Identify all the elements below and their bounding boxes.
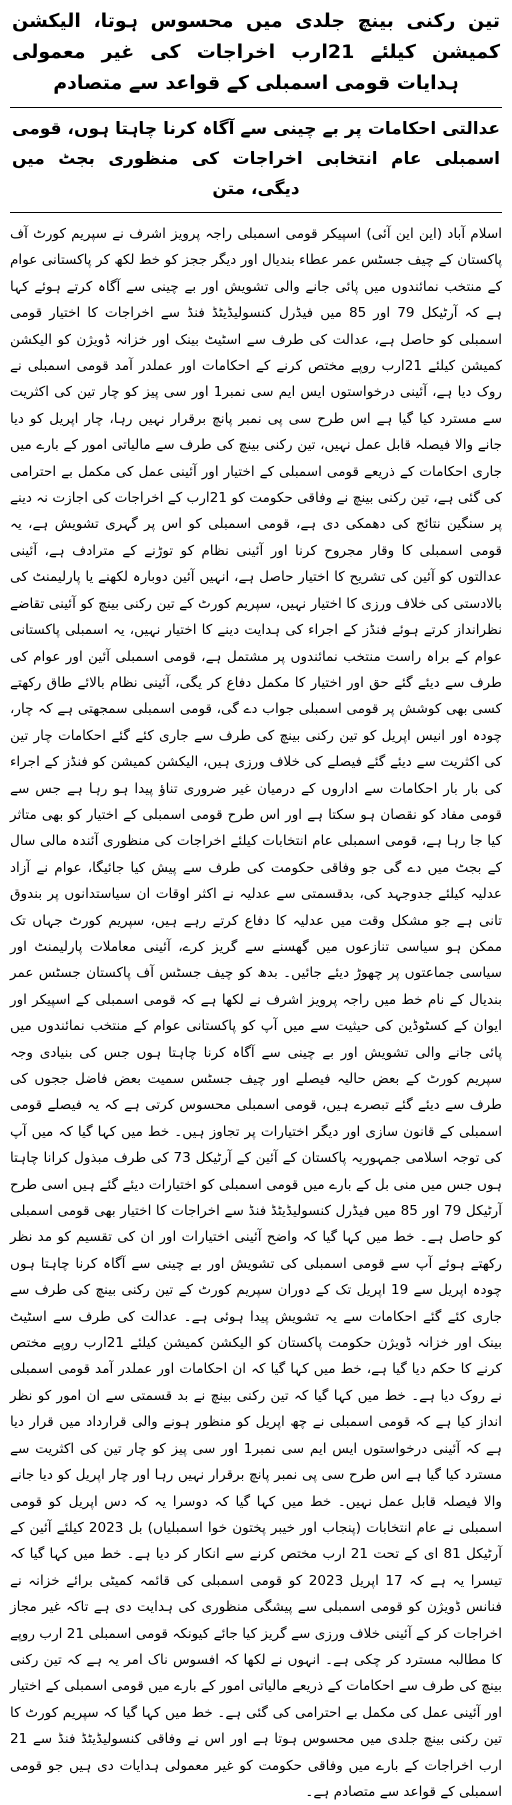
- article-subheadline: عدالتی احکامات پر بے چینی سے آگاہ کرنا چاہتا ہوں، قومی اسمبلی عام انتخابی اخراجات کی منظوری بجٹ میں دیگی، متن: [12, 119, 500, 199]
- subheadline-divider: [10, 212, 502, 213]
- headline-divider: [10, 107, 502, 108]
- article-body: اسلام آباد (این این آئی) اسپیکر قومی اسمبلی راجہ پرویز اشرف نے سپریم کورٹ آف پاکستان کے چیف جسٹس عمر عطاء بندیال اور دیگر ججز کو خط لکھ کر پاکستانی عوام کے منتخب نمائندوں میں پائی جانے والی تشویش اور بے چینی سے آگاہ کرتے ہوئے کہا ہے کہ آرٹیکل 79 اور 85 میں فیڈرل کنسولیڈیٹڈ فنڈ سے اخراجات کا اختیار قومی اسمبلی کو حاصل ہے، عدالت کی طرف سے اسٹیٹ بینک اور خزانہ ڈویژن کو الیکشن کمیشن کیلئے 21ارب روپے مختص کرنے کے احکامات اور عملدر آمد قومی اسمبلی نے روک دیا ہے، آئینی درخواستوں ایس ایم سی نمبر1 اور سی پیز کو چار تین کی اکثریت سے مسترد کیا گیا ہے اس طرح سی پی نمبر پانچ برقرار نہیں رہا، چار اپریل کو دیا جانے والا فیصلہ قابل عمل نہیں، تین رکنی بینچ کی طرف سے مالیاتی امور کے بارے میں جاری احکامات کے ذریعے قومی اسمبلی کے اختیار اور آئینی عمل کی مکمل بے احترامی کی گئی ہے، تین رکنی بینچ نے وفاقی حکومت کو 21ارب کے اخراجات کی اجازت نہ دینے پر سنگین نتائج کی دھمکی دی ہے، قومی اسمبلی کو اس پر گہری تشویش ہے، یہ قومی اسمبلی کا وقار مجروح کرنا اور آئینی نظام کو توڑنے کے مترادف ہے، آئینی عدالتوں کو آئین کی تشریح کا اختیار حاصل ہے، انہیں آئین دوبارہ لکھنے یا پارلیمنٹ کی بالادستی کی خلاف ورزی کا اختیار نہیں، سپریم کورٹ کے تین رکنی بینچ کو آئینی تقاضے نظرانداز کرتے ہوئے فنڈز کے اجراء کی ہدایت دینے کا اختیار نہیں، یہ اسمبلی پاکستانی عوام کے براہ راست منتخب نمائندوں پر مشتمل ہے، قومی اسمبلی آئین اور عوام کی طرف سے دیئے گئے حق اور اختیار کا مکمل دفاع کر یگی، آئینی نظام بالائے طاق رکھتے کسی بھی کوشش پر قومی اسمبلی جواب دے گی، قومی اسمبلی سمجھتی ہے کہ چار، چودہ اور انیس اپریل کو تین رکنی بینچ کی طرف سے جاری کئے گئے احکامات چار تین کی اکثریت سے دیئے گئے فیصلے کی خلاف ورزی ہیں، الیکشن کمیشن کو فنڈز کے اجراء کی بار بار احکامات سے اداروں کے درمیان غیر ضروری تناؤ پیدا ہو رہا ہے جس سے قومی مفاد کو نقصان ہو سکتا ہے اور اس طرح قومی اسمبلی کے اختیار کو بھی متاثر کیا جا رہا ہے، قومی اسمبلی عام انتخابات کیلئے اخراجات کی منظوری آئندہ مالی سال کے بجٹ میں دے گی جو وفاقی حکومت کی طرف سے پیش کیا جائیگا، عوام نے آزاد عدلیہ کیلئے جدوجہد کی، بدقسمتی سے عدلیہ نے اکثر اوقات ان سیاستدانوں پر بندوق تانی ہے جو مشکل وقت میں عدلیہ کا دفاع کرتے رہے ہیں، سپریم کورٹ جہاں تک ممکن ہو سیاسی تنازعوں میں گھسنے سے گریز کرے، آئینی معاملات پارلیمنٹ اور سیاسی جماعتوں پر چھوڑ دیئے جائیں۔ بدھ کو چیف جسٹس آف پاکستان جسٹس عمر بندیال کے نام خط میں راجہ پرویز اشرف نے لکھا ہے کہ قومی اسمبلی کے اسپیکر اور ایوان کے کسٹوڈین کی حیثیت سے میں آپ کو پاکستانی عوام کے منتخب نمائندوں میں پائی جانے والی تشویش اور بے چینی سے آگاہ کرنا چاہتا ہوں جس کی بنیادی وجہ سپریم کورٹ کے بعض حالیہ فیصلے اور چیف جسٹس سمیت بعض فاضل ججوں کی طرف سے دیئے گئے تبصرے ہیں، قومی اسمبلی محسوس کرتی ہے کہ یہ فیصلے قومی اسمبلی کے قانون سازی اور دیگر اختیارات پر تجاوز ہیں۔ خط میں کہا گیا کہ میں آپ کی توجہ اسلامی جمہوریہ پاکستان کے آئین کے آرٹیکل 73 کی طرف مبذول کرانا چاہتا ہوں جس میں منی بل کے بارے میں قومی اسمبلی کو اختیارات دیئے گئے ہیں اسی طرح آرٹیکل 79 اور 85 میں فیڈرل کنسولیڈیٹڈ فنڈ سے اخراجات کا اختیار بھی قومی اسمبلی کو حاصل ہے۔ خط میں کہا گیا کہ واضح آئینی اختیارات اور ان کی تقسیم کو مد نظر رکھتے ہوئے آپ سے قومی اسمبلی کی تشویش اور بے چینی سے آگاہ کرنا چاہتا ہوں چودہ اپریل سے 19 اپریل تک کے دوران سپریم کورٹ کے تین رکنی بینچ کی طرف سے جاری کئے گئے احکامات سے یہ تشویش پیدا ہوئی ہے۔ عدالت کی طرف سے اسٹیٹ بینک اور خزانہ ڈویژن حکومت پاکستان کو الیکشن کمیشن کیلئے 21ارب روپے مختص کرنے کا حکم دیا گیا ہے، خط میں کہا گیا کہ ان احکامات اور عملدر آمد قومی اسمبلی نے روک دیا ہے۔ خط میں کہا گیا کہ تین رکنی بینچ نے بد قسمتی سے ان امور کو نظر انداز کیا ہے کہ قومی اسمبلی نے چھ اپریل کو منظور ہونے والی قرارداد میں قرار دیا ہے کہ آئینی درخواستوں ایس ایم سی نمبر1 اور سی پیز کو چار تین کی اکثریت سے مسترد کیا گیا ہے اس طرح سی پی نمبر پانچ برقرار نہیں رہا اور چار اپریل کو دیا جانے والا فیصلہ قابل عمل نہیں۔ خط میں کہا گیا کہ دوسرا یہ کہ دس اپریل کو قومی اسمبلی نے عام انتخابات (پنجاب اور خیبر پختون خوا اسمبلیاں) بل 2023 کیلئے آئین کے آرٹیکل 81 ای کے تحت 21 ارب مختص کرنے سے انکار کر دیا ہے۔ خط میں کہا گیا کہ تیسرا یہ ہے کہ 17 اپریل 2023 کو قومی اسمبلی کی قائمہ کمیٹی برائے خزانہ نے فنانس ڈویژن کو قومی اسمبلی سے پیشگی منظوری کی ہدایت دی ہے تاکہ غیر مجاز اخراجات کر کے آئینی خلاف ورزی سے گریز کیا جائے کیونکہ قومی اسمبلی 21 ارب روپے کا مطالبہ مسترد کر چکی ہے۔ انہوں نے لکھا کہ افسوس ناک امر یہ ہے کہ تین رکنی بینچ کی طرف سے احکامات کے ذریعے مالیاتی امور کے بارے میں قومی اسمبلی کے اختیار اور آئینی عمل کی مکمل بے احترامی کی گئی ہے۔ خط میں کہا گیا کہ سپریم کورٹ کا تین رکنی بینچ جلدی میں محسوس ہوتا ہے اور اس نے وفاقی کنسولیڈیٹڈ فنڈ سے 21 ارب اخراجات کے بارے میں وفاقی حکومت کو غیر معمولی ہدایات دی ہیں جو قومی اسمبلی کے قواعد سے متصادم ہے۔: [10, 226, 503, 1800]
- article-headline: تین رکنی بینچ جلدی میں محسوس ہوتا، الیکشن کمیشن کیلئے 21ارب اخراجات کی غیر معمولی ہدایات قومی اسمبلی کے قواعد سے متصادم: [12, 10, 500, 94]
